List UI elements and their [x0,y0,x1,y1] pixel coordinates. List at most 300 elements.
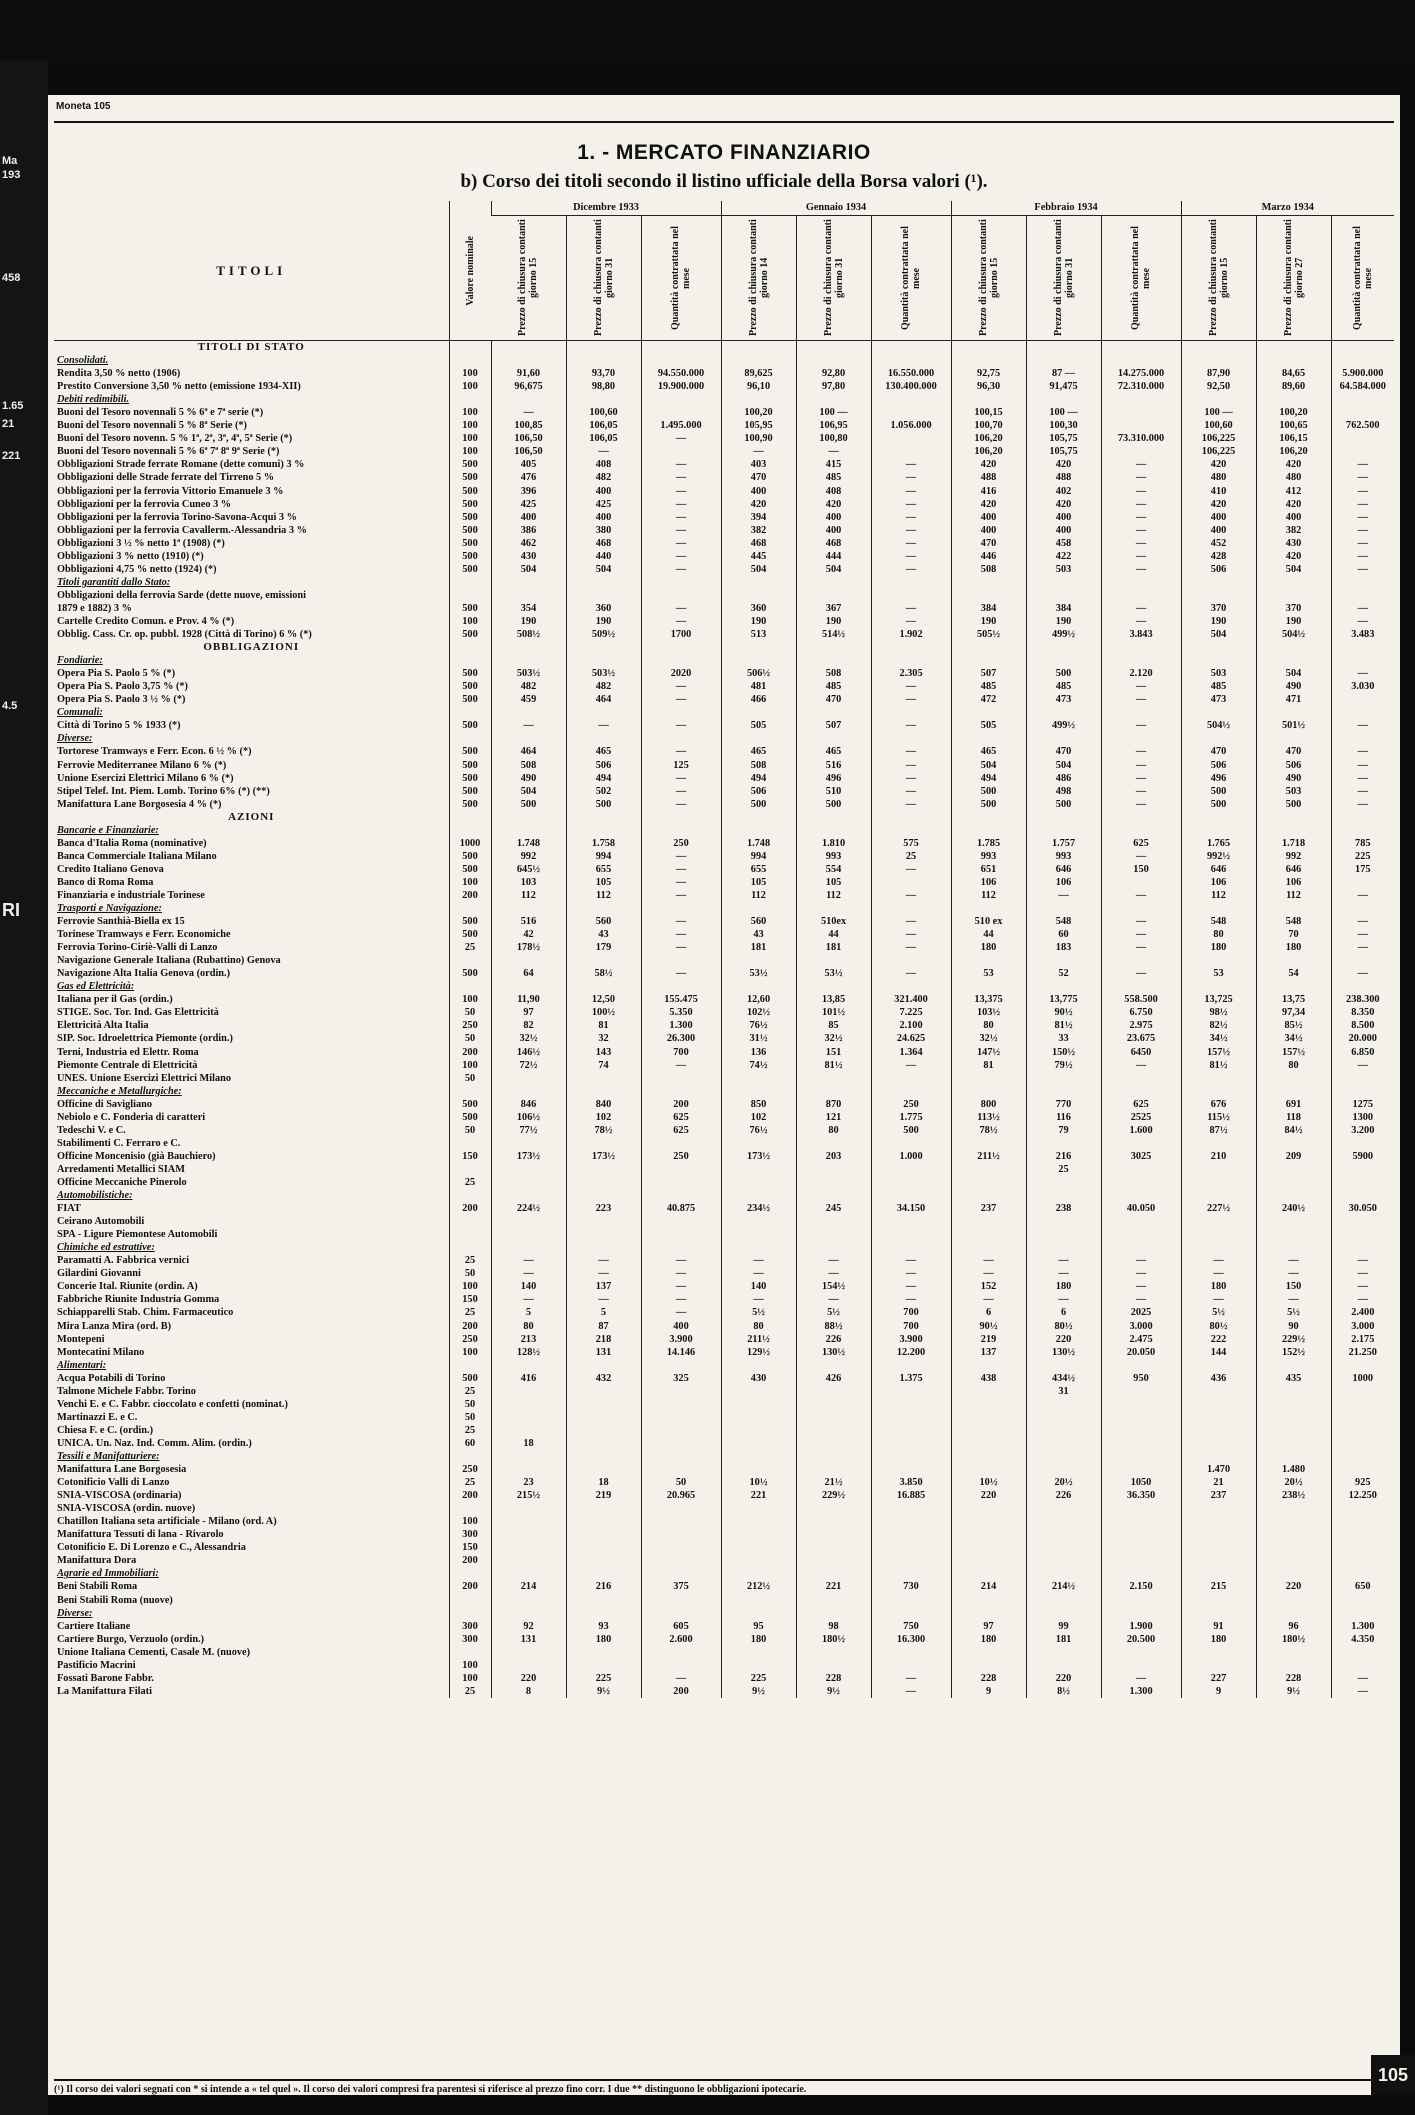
price-cell: 105,95 [721,419,796,432]
nominal-value-cell: 500 [449,1111,491,1124]
empty-cell [1101,1085,1181,1098]
price-cell: 503½ [491,667,566,680]
table-row [54,1202,1394,1215]
nominal-value-cell: 200 [449,889,491,902]
empty-cell [566,654,641,667]
price-cell: 425 [491,498,566,511]
empty-cell [1101,824,1181,837]
price-cell: 179 [566,941,641,954]
subcol-header: Prezzo di chiusura contanti giorno 15 [951,216,1026,341]
price-cell [1101,406,1181,419]
security-name: Opera Pia S. Paolo 3,75 % (*) [57,681,188,693]
price-cell: 74 [566,1059,641,1072]
price-cell: 26.300 [641,1032,721,1045]
security-name: Gilardini Giovanni [57,1268,141,1280]
price-cell: 80 [721,1320,796,1333]
price-cell: 430 [1256,537,1331,550]
price-cell: — [871,471,951,484]
price-cell: 420 [1256,498,1331,511]
price-cell [491,1528,566,1541]
price-cell: 227½ [1181,1202,1256,1215]
security-name: Italiana per il Gas (ordin.) [57,994,173,1006]
table-row [54,667,1394,680]
price-cell: 157½ [1256,1046,1331,1059]
price-cell: — [796,1267,871,1280]
price-cell: 72½ [491,1059,566,1072]
price-cell: — [1101,524,1181,537]
empty-cell [1026,393,1101,406]
price-cell: 23 [491,1476,566,1489]
price-cell: 1000 [1331,1372,1394,1385]
price-cell: 79 [1026,1124,1101,1137]
price-cell: 993 [796,850,871,863]
price-cell: 105,75 [1026,432,1101,445]
price-cell: 434½ [1026,1372,1101,1385]
price-cell [566,1137,641,1150]
empty-cell [491,393,566,406]
price-cell: 32½ [796,1032,871,1045]
price-cell: 80 [1181,928,1256,941]
price-cell [1181,1541,1256,1554]
price-cell: 508½ [491,628,566,641]
price-cell: 676 [1181,1098,1256,1111]
empty-cell [796,980,871,993]
price-cell [721,1554,796,1567]
empty-cell [951,811,1026,824]
price-cell [721,1072,796,1085]
price-cell: 130½ [796,1346,871,1359]
price-cell [1101,1541,1181,1554]
price-cell: 20.965 [641,1489,721,1502]
table-row [54,1306,1394,1319]
price-cell: 8.350 [1331,1006,1394,1019]
price-cell: — [1101,563,1181,576]
price-cell [641,1515,721,1528]
price-cell: — [871,537,951,550]
price-cell: 762.500 [1331,419,1394,432]
security-name: Navigazione Alta Italia Genova (ordin.) [57,968,231,980]
nominal-value-cell: 500 [449,863,491,876]
price-cell: 100,85 [491,419,566,432]
price-cell [1256,1411,1331,1424]
empty-cell [721,980,796,993]
table-row [54,471,1394,484]
price-cell: 506 [1181,563,1256,576]
table-row [54,1580,1394,1593]
price-cell: 8 [491,1685,566,1698]
price-cell: — [1331,928,1394,941]
price-cell: 190 [491,615,566,628]
nominal-value-cell: 500 [449,563,491,576]
price-cell: — [1101,719,1181,732]
price-cell: 34½ [1256,1032,1331,1045]
price-cell [721,1176,796,1189]
price-cell: 12,50 [566,993,641,1006]
price-cell [1026,1554,1101,1567]
price-cell: 325 [641,1372,721,1385]
empty-cell [491,902,566,915]
empty-cell [951,1085,1026,1098]
price-cell: 97,34 [1256,1006,1331,1019]
price-cell: 34.150 [871,1202,951,1215]
empty-cell [721,654,796,667]
price-cell [641,1646,721,1659]
price-cell [1101,419,1181,432]
nominal-value-cell: 500 [449,524,491,537]
empty-cell [796,1567,871,1580]
price-cell: 84,65 [1256,367,1331,380]
price-cell: 112 [491,889,566,902]
price-cell [1181,1411,1256,1424]
price-cell: 400 [491,511,566,524]
price-cell: 750 [871,1620,951,1633]
price-cell: 5½ [1256,1306,1331,1319]
price-cell: 101½ [796,1006,871,1019]
price-cell [491,1554,566,1567]
price-cell [796,1385,871,1398]
price-cell: — [871,863,951,876]
empty-cell [491,341,566,355]
security-name: Opera Pia S. Paolo 5 % (*) [57,668,176,680]
price-cell: 13,725 [1181,993,1256,1006]
price-cell: 1.600 [1101,1124,1181,1137]
nominal-value-cell: 100 [449,615,491,628]
price-cell [1101,1385,1181,1398]
price-cell [1181,1215,1256,1228]
nominal-value-cell [449,1137,491,1150]
price-cell: 488 [951,471,1026,484]
price-cell [1181,1072,1256,1085]
price-cell: 625 [641,1124,721,1137]
security-name: Obbligazioni per la ferrovia Cuneo 3 % [57,498,232,510]
price-cell: 380 [566,524,641,537]
price-cell: 173½ [721,1150,796,1163]
dark-top-band [0,0,1415,60]
price-cell: 181 [1026,1633,1101,1646]
nominal-value-cell: 100 [449,406,491,419]
price-cell: — [871,719,951,732]
price-cell: — [871,798,951,811]
price-cell: 468 [721,537,796,550]
price-cell: 560 [566,915,641,928]
price-cell: — [1101,759,1181,772]
price-cell: 214 [951,1580,1026,1593]
table-row [54,1372,1394,1385]
table-row [54,1320,1394,1333]
table-row [54,1215,1394,1228]
nominal-value-cell: 1000 [449,837,491,850]
price-cell: 508 [491,759,566,772]
empty-cell [871,1085,951,1098]
price-cell: — [1331,550,1394,563]
price-cell [721,1437,796,1450]
empty-cell [1101,1189,1181,1202]
price-cell: 516 [796,759,871,772]
empty-cell [1101,576,1181,589]
price-cell [871,1072,951,1085]
empty-cell [1026,354,1101,367]
price-cell: 770 [1026,1098,1101,1111]
price-cell [641,1502,721,1515]
price-cell: 8.500 [1331,1019,1394,1032]
section-heading-row [54,811,1394,824]
price-cell: 20½ [1256,1476,1331,1489]
price-cell [1331,1215,1394,1228]
price-cell [1181,1228,1256,1241]
security-name: Beni Stabili Roma (nuove) [57,1594,173,1606]
empty-cell [721,824,796,837]
price-cell: 237 [951,1202,1026,1215]
price-cell: 507 [951,667,1026,680]
price-cell: — [871,524,951,537]
price-cell: 1.718 [1256,837,1331,850]
empty-cell [1256,1450,1331,1463]
price-cell: — [641,745,721,758]
empty-cell [721,1607,796,1620]
security-name: Obbligazioni 3 % netto (1910) (*) [57,550,204,562]
price-cell: — [871,785,951,798]
empty-cell [721,811,796,824]
table-row [54,1163,1394,1176]
price-cell [491,1594,566,1607]
security-name: Ferrovia Torino-Ciriè-Valli di Lanzo [57,942,218,954]
price-cell: — [1101,745,1181,758]
price-cell: 655 [566,863,641,876]
price-cell: 1.748 [721,837,796,850]
price-cell [641,1176,721,1189]
price-cell: — [1026,1267,1101,1280]
empty-cell [721,1241,796,1254]
price-cell: 2.120 [1101,667,1181,680]
price-cell [1026,1528,1101,1541]
price-cell: 219 [951,1333,1026,1346]
price-cell: — [1256,1267,1331,1280]
price-cell [721,1515,796,1528]
price-cell [1331,1554,1394,1567]
price-cell: 250 [641,837,721,850]
table-row [54,993,1394,1006]
empty-cell [721,1567,796,1580]
price-cell: 473 [1181,693,1256,706]
price-cell: 3.200 [1331,1124,1394,1137]
price-cell: 97,80 [796,380,871,393]
price-cell: 503 [1181,667,1256,680]
table-row [54,1515,1394,1528]
price-cell: 112 [796,889,871,902]
price-cell: 21.250 [1331,1346,1394,1359]
price-cell: 5.350 [641,1006,721,1019]
price-cell: 1.375 [871,1372,951,1385]
price-cell [721,1137,796,1150]
empty-cell [951,1450,1026,1463]
price-cell: 220 [951,1489,1026,1502]
price-cell: 129½ [721,1346,796,1359]
price-cell: 500 [721,798,796,811]
nominal-value-cell [449,954,491,967]
table-row [54,1528,1394,1541]
price-cell: — [1331,471,1394,484]
price-cell: 87 [566,1320,641,1333]
price-cell: 33 [1026,1032,1101,1045]
price-cell: — [1101,693,1181,706]
price-cell: 43 [721,928,796,941]
price-cell [1026,589,1101,602]
price-cell: — [641,889,721,902]
nominal-value-cell: 100 [449,876,491,889]
empty-cell [1026,1189,1101,1202]
price-cell [1331,1176,1394,1189]
price-cell: — [1256,1254,1331,1267]
price-cell [1331,1228,1394,1241]
price-cell: 53½ [721,967,796,980]
price-cell: 994 [566,850,641,863]
price-cell: — [1026,889,1101,902]
price-cell [1026,1176,1101,1189]
price-cell: 504½ [1181,719,1256,732]
month-header: Febbraio 1934 [951,201,1181,216]
price-cell: — [1101,498,1181,511]
empty-cell [1256,641,1331,654]
table-row [54,589,1394,602]
empty-cell [1101,393,1181,406]
price-cell: 992 [1256,850,1331,863]
category-label: Meccaniche e Metallurgiche: [57,1085,182,1097]
margin-mark: 221 [2,450,21,462]
price-cell [566,1215,641,1228]
price-cell [1331,1646,1394,1659]
price-cell [1256,1176,1331,1189]
empty-cell [951,732,1026,745]
empty-cell [1181,1450,1256,1463]
price-cell: 54 [1256,967,1331,980]
price-cell: 213 [491,1333,566,1346]
empty-cell [566,1607,641,1620]
price-cell: 506 [1181,759,1256,772]
price-cell: 40.875 [641,1202,721,1215]
table-row [54,889,1394,902]
price-cell: 215½ [491,1489,566,1502]
price-cell: 6450 [1101,1046,1181,1059]
price-cell: 700 [641,1046,721,1059]
nominal-value-cell: 500 [449,719,491,732]
price-cell: — [1026,1293,1101,1306]
empty-cell [871,1189,951,1202]
price-cell [566,1072,641,1085]
price-cell [871,1398,951,1411]
price-cell: 430 [721,1372,796,1385]
category-label: Gas ed Elettricità: [57,981,135,993]
price-cell: 229½ [796,1489,871,1502]
price-cell: 482 [566,680,641,693]
empty-cell [951,1607,1026,1620]
price-cell: 52 [1026,967,1101,980]
empty-cell [491,1567,566,1580]
price-cell: 462 [491,537,566,550]
nominal-value-cell: 200 [449,1320,491,1333]
price-cell: 473 [1026,693,1101,706]
table-row [54,1267,1394,1280]
price-cell: 500 [491,798,566,811]
price-cell: 1275 [1331,1098,1394,1111]
price-cell: 470 [951,537,1026,550]
security-name: Venchi E. e C. Fabbr. cioccolato e confetti (nominat.) [57,1398,288,1410]
price-cell: — [1101,485,1181,498]
price-cell: 1.000 [871,1150,951,1163]
price-cell: 504 [1026,759,1101,772]
price-cell: 514½ [796,628,871,641]
price-cell: 53 [951,967,1026,980]
price-cell: 420 [951,498,1026,511]
price-cell [796,1541,871,1554]
security-name: Tortorese Tramways e Ferr. Econ. 6 ½ % (*) [57,746,252,758]
price-cell: 180 [721,1633,796,1646]
category-row [54,1567,1394,1580]
price-cell: 96,675 [491,380,566,393]
price-cell: 428 [1181,550,1256,563]
category-row [54,902,1394,915]
security-name: La Manifattura Filati [57,1685,152,1697]
empty-cell [641,1241,721,1254]
price-cell: 50 [641,1476,721,1489]
price-cell: 130.400.000 [871,380,951,393]
security-name: Fabbriche Riunite Industria Gomma [57,1294,220,1306]
nominal-value-cell: 50 [449,1398,491,1411]
empty-cell [1026,1085,1101,1098]
price-cell: 503 [1256,785,1331,798]
price-cell: 430 [491,550,566,563]
empty-cell [491,824,566,837]
price-cell: 92,75 [951,367,1026,380]
price-cell: 80 [796,1124,871,1137]
price-cell: 2525 [1101,1111,1181,1124]
price-cell: 9½ [1256,1685,1331,1698]
price-cell: 992 [491,850,566,863]
price-cell: 219 [566,1489,641,1502]
nominal-value-cell: 100 [449,367,491,380]
price-cell [1256,1659,1331,1672]
price-cell: 6 [1026,1306,1101,1319]
price-cell: 78½ [951,1124,1026,1137]
security-name: Banca d'Italia Roma (nominative) [57,837,207,849]
price-cell [1181,1424,1256,1437]
price-cell: — [566,1267,641,1280]
price-cell: 458 [1026,537,1101,550]
price-cell [1026,1398,1101,1411]
price-cell [1331,1385,1394,1398]
price-cell [1101,1528,1181,1541]
price-cell: — [871,759,951,772]
price-cell: — [566,1254,641,1267]
price-cell: 106,20 [951,432,1026,445]
price-cell: 2.475 [1101,1333,1181,1346]
price-cell [1181,1646,1256,1659]
price-cell: 89,60 [1256,380,1331,393]
price-cell: 112 [721,889,796,902]
table-row [54,1046,1394,1059]
nominal-value-cell: 50 [449,1267,491,1280]
nominal-value-cell: 200 [449,1580,491,1593]
table-row [54,1098,1394,1111]
price-cell [1331,1463,1394,1476]
price-cell [871,445,951,458]
price-cell: 1.758 [566,837,641,850]
security-name: Obbligazioni delle Strade ferrate del Tirreno 5 % [57,472,275,484]
price-cell: — [491,1254,566,1267]
price-cell: — [1331,1685,1394,1698]
price-cell: — [641,863,721,876]
security-name: Fossati Barone Fabbr. [57,1672,154,1684]
empty-cell [1026,1241,1101,1254]
